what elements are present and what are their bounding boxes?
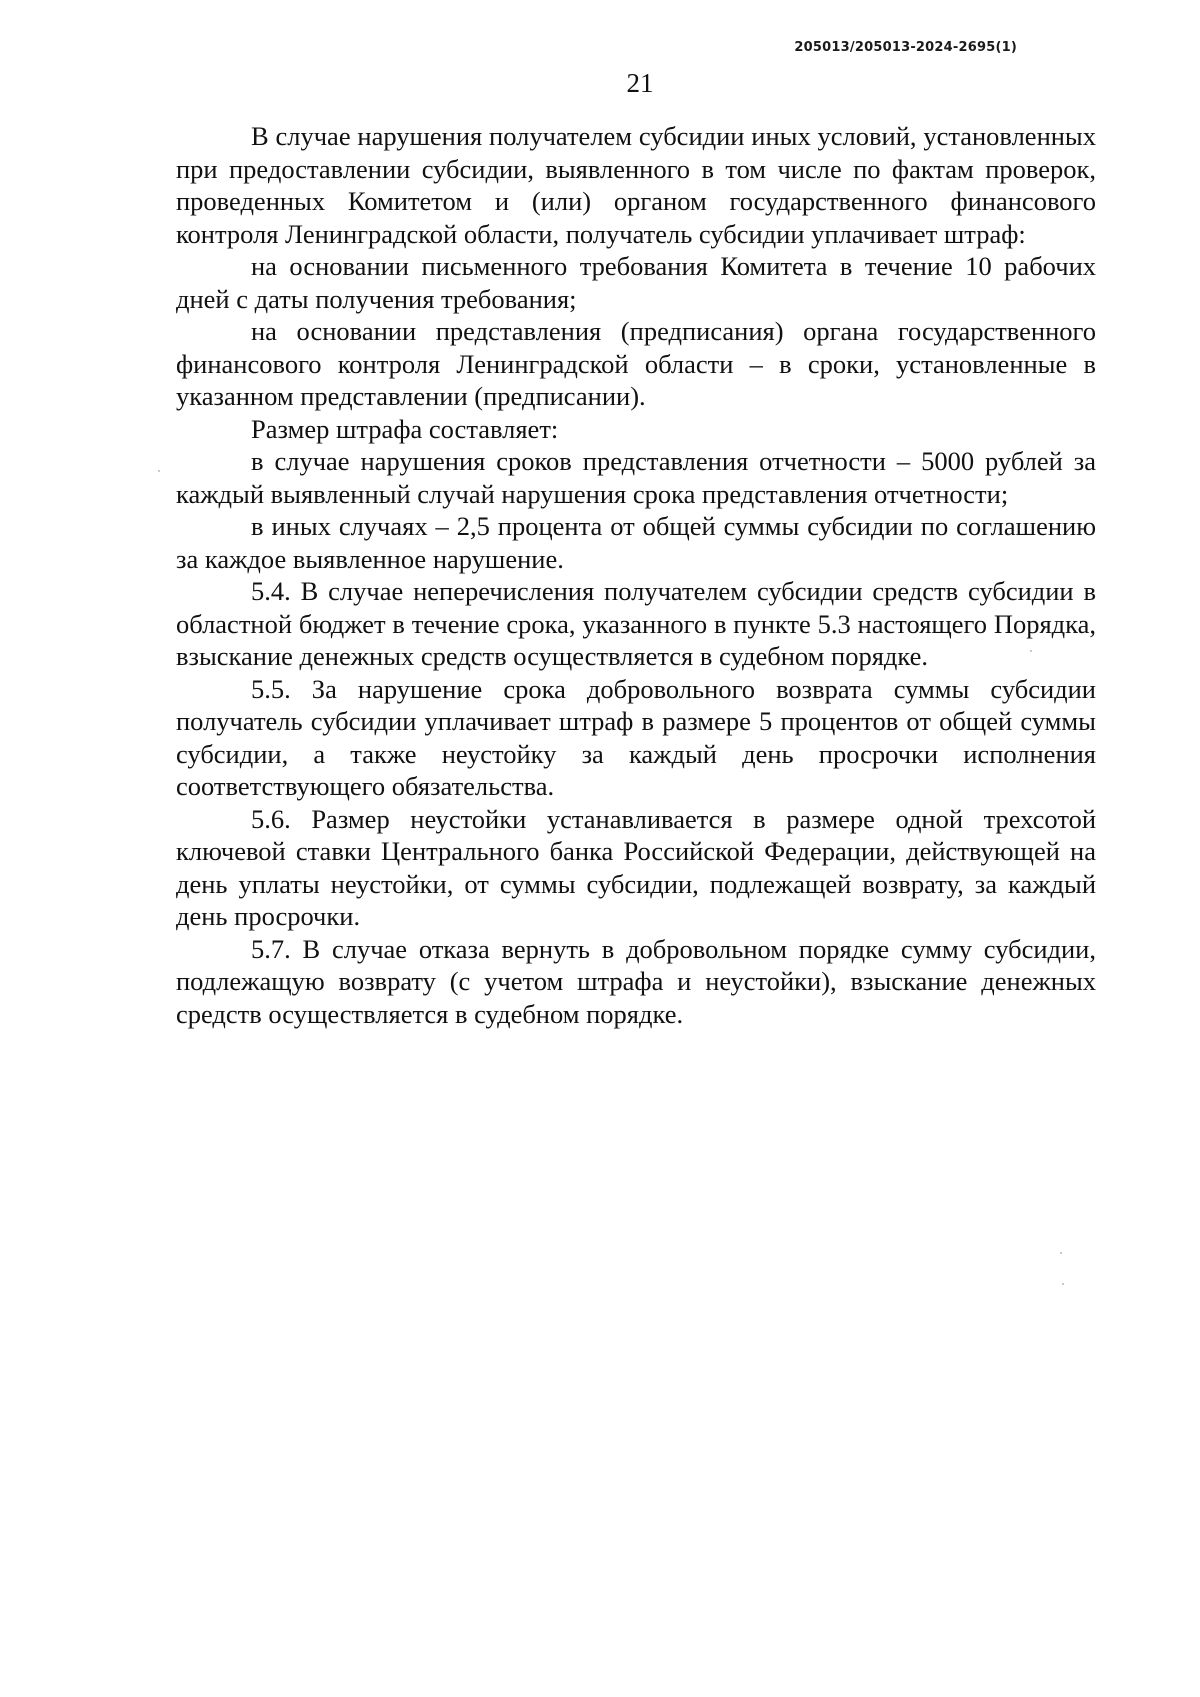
paragraph-control-order: на основании представления (предписания) органа государственного финансового контроля Ленинградской области – в сроки, установленные в указанном представлении (предписании). — [176, 316, 1096, 411]
paragraph-written-demand: на основании письменного требования Комитета в течение 10 рабочих дней с даты получения требования; — [176, 251, 1096, 314]
scan-speck — [158, 470, 160, 472]
paragraph-clause-5-7: 5.7. В случае отказа вернуть в добровольном порядке сумму субсидии, подлежащую возврату (с учетом штрафа и неустойки), взыскание денежных средств осуществляется в судебном порядке. — [176, 933, 1096, 1029]
scan-speck — [1060, 1252, 1062, 1254]
paragraph-penalty-conditions: В случае нарушения получателем субсидии иных условий, установленных при предоставлении субсидии, выявленного в том числе по фактам проверок, проведенных Комитетом и (или) органом государственного финансового контроля Ленинградской области, получатель субсидии уплачивает штраф: — [176, 121, 1096, 249]
paragraph-clause-5-4: 5.4. В случае неперечисления получателем субсидии средств субсидии в областной бюджет в течение срока, указанного в пункте 5.3 настоящего Порядка, взыскание денежных средств осуществляется в судебном порядке. — [176, 576, 1096, 671]
paragraph-penalty-amount-heading: Размер штрафа составляет: — [251, 413, 559, 444]
page-number: 21 — [626, 68, 654, 98]
paragraph-reporting-deadline-penalty: в случае нарушения сроков представления отчетности – 5000 рублей за каждый выявленный случай нарушения срока представления отчетности; — [176, 446, 1096, 509]
paragraph-clause-5-6: 5.6. Размер неустойки устанавливается в размере одной трехсотой ключевой ставки Центрального банка Российской Федерации, действующей на день уплаты неустойки, от суммы субсидии, подлежащей возврату, за каждый день просрочки. — [176, 803, 1096, 931]
paragraph-clause-5-5: 5.5. За нарушение срока добровольного возврата суммы субсидии получатель субсидии уплачивает штраф в размере 5 процентов от общей суммы субсидии, а также неустойку за каждый день просрочки исполнения соответствующего обязательства. — [176, 673, 1096, 801]
scan-speck — [1030, 650, 1032, 652]
paragraph-other-cases-penalty: в иных случаях – 2,5 процента от общей суммы субсидии по соглашению за каждое выявленное нарушение. — [176, 511, 1096, 574]
document-registration-number: 205013/205013-2024-2695(1) — [794, 40, 1017, 55]
scan-speck — [1062, 1283, 1064, 1285]
document-body — [176, 120, 1096, 1030]
